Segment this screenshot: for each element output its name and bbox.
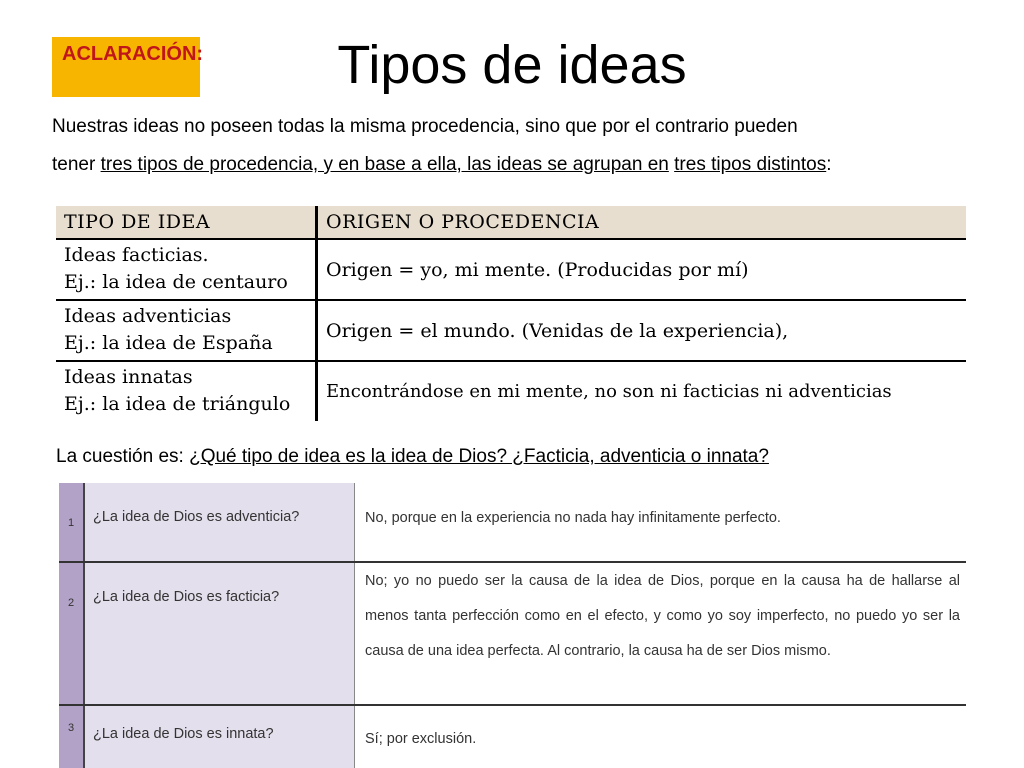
intro-paragraph bbox=[52, 108, 1002, 184]
clarification-badge: ACLARACIÓN: bbox=[52, 37, 200, 97]
question-cell: ¿La idea de Dios es innata? bbox=[83, 706, 355, 768]
intro-line-2 bbox=[52, 146, 1002, 184]
idea-name: Ideas innatas bbox=[64, 366, 193, 388]
origin-cell: Encontrándose en mi mente, no son ni facticias ni adventicias bbox=[326, 381, 892, 402]
idea-cell bbox=[56, 301, 318, 360]
table-row bbox=[56, 360, 966, 421]
answer-cell: No, porque en la experiencia no nada hay infinitamente perfecto. bbox=[365, 510, 781, 526]
intro-underlined-2: tres tipos distintos bbox=[674, 154, 827, 175]
answer-cell: No; yo no puedo ser la causa de la idea de Dios, porque en la causa ha de hallarse al menos tanta perfección como en el efecto, y como yo soy imperfecto, no puedo yo ser la causa de una idea perfecta. Al contrario, la causa ha de ser Dios mismo. bbox=[365, 573, 960, 659]
idea-types-table bbox=[56, 206, 966, 421]
header-origin: ORIGEN O PROCEDENCIA bbox=[326, 211, 600, 233]
question-cell: ¿La idea de Dios es adventicia? bbox=[83, 483, 355, 561]
page-title: Tipos de ideas bbox=[337, 35, 687, 95]
table-row bbox=[56, 238, 966, 299]
idea-example: Ej.: la idea de triángulo bbox=[64, 393, 291, 415]
table-row bbox=[59, 563, 966, 704]
god-idea-table bbox=[59, 483, 966, 768]
idea-cell bbox=[56, 240, 318, 299]
table-row bbox=[56, 299, 966, 360]
idea-name: Ideas facticias. bbox=[64, 244, 209, 266]
intro-line-1: Nuestras ideas no poseen todas la misma procedencia, sino que por el contrario pueden bbox=[52, 116, 798, 137]
table-header bbox=[56, 206, 966, 238]
question-cell: ¿La idea de Dios es facticia? bbox=[83, 563, 355, 704]
idea-example: Ej.: la idea de centauro bbox=[64, 271, 288, 293]
question-pre: La cuestión es: bbox=[56, 446, 190, 467]
intro-underlined-1: tres tipos de procedencia, y en base a ella, las ideas se agrupan en bbox=[100, 154, 669, 175]
idea-name: Ideas adventicias bbox=[64, 305, 232, 327]
idea-cell bbox=[56, 362, 318, 421]
row-number: 1 bbox=[59, 483, 83, 561]
table-row bbox=[59, 706, 966, 768]
intro-pre: tener bbox=[52, 154, 101, 175]
intro-end: : bbox=[826, 154, 832, 175]
question-line bbox=[56, 443, 769, 471]
row-number: 2 bbox=[59, 563, 83, 704]
table-row bbox=[59, 483, 966, 561]
origin-cell: Origen = el mundo. (Venidas de la experiencia), bbox=[326, 319, 789, 342]
question-underlined: ¿Qué tipo de idea es la idea de Dios? ¿Facticia, adventicia o innata? bbox=[189, 446, 769, 467]
header-idea-type: TIPO DE IDEA bbox=[56, 206, 318, 238]
origin-cell: Origen = yo, mi mente. (Producidas por mí) bbox=[326, 258, 749, 281]
idea-example: Ej.: la idea de España bbox=[64, 332, 273, 354]
row-number: 3 bbox=[59, 706, 83, 768]
answer-cell: Sí; por exclusión. bbox=[365, 731, 477, 747]
